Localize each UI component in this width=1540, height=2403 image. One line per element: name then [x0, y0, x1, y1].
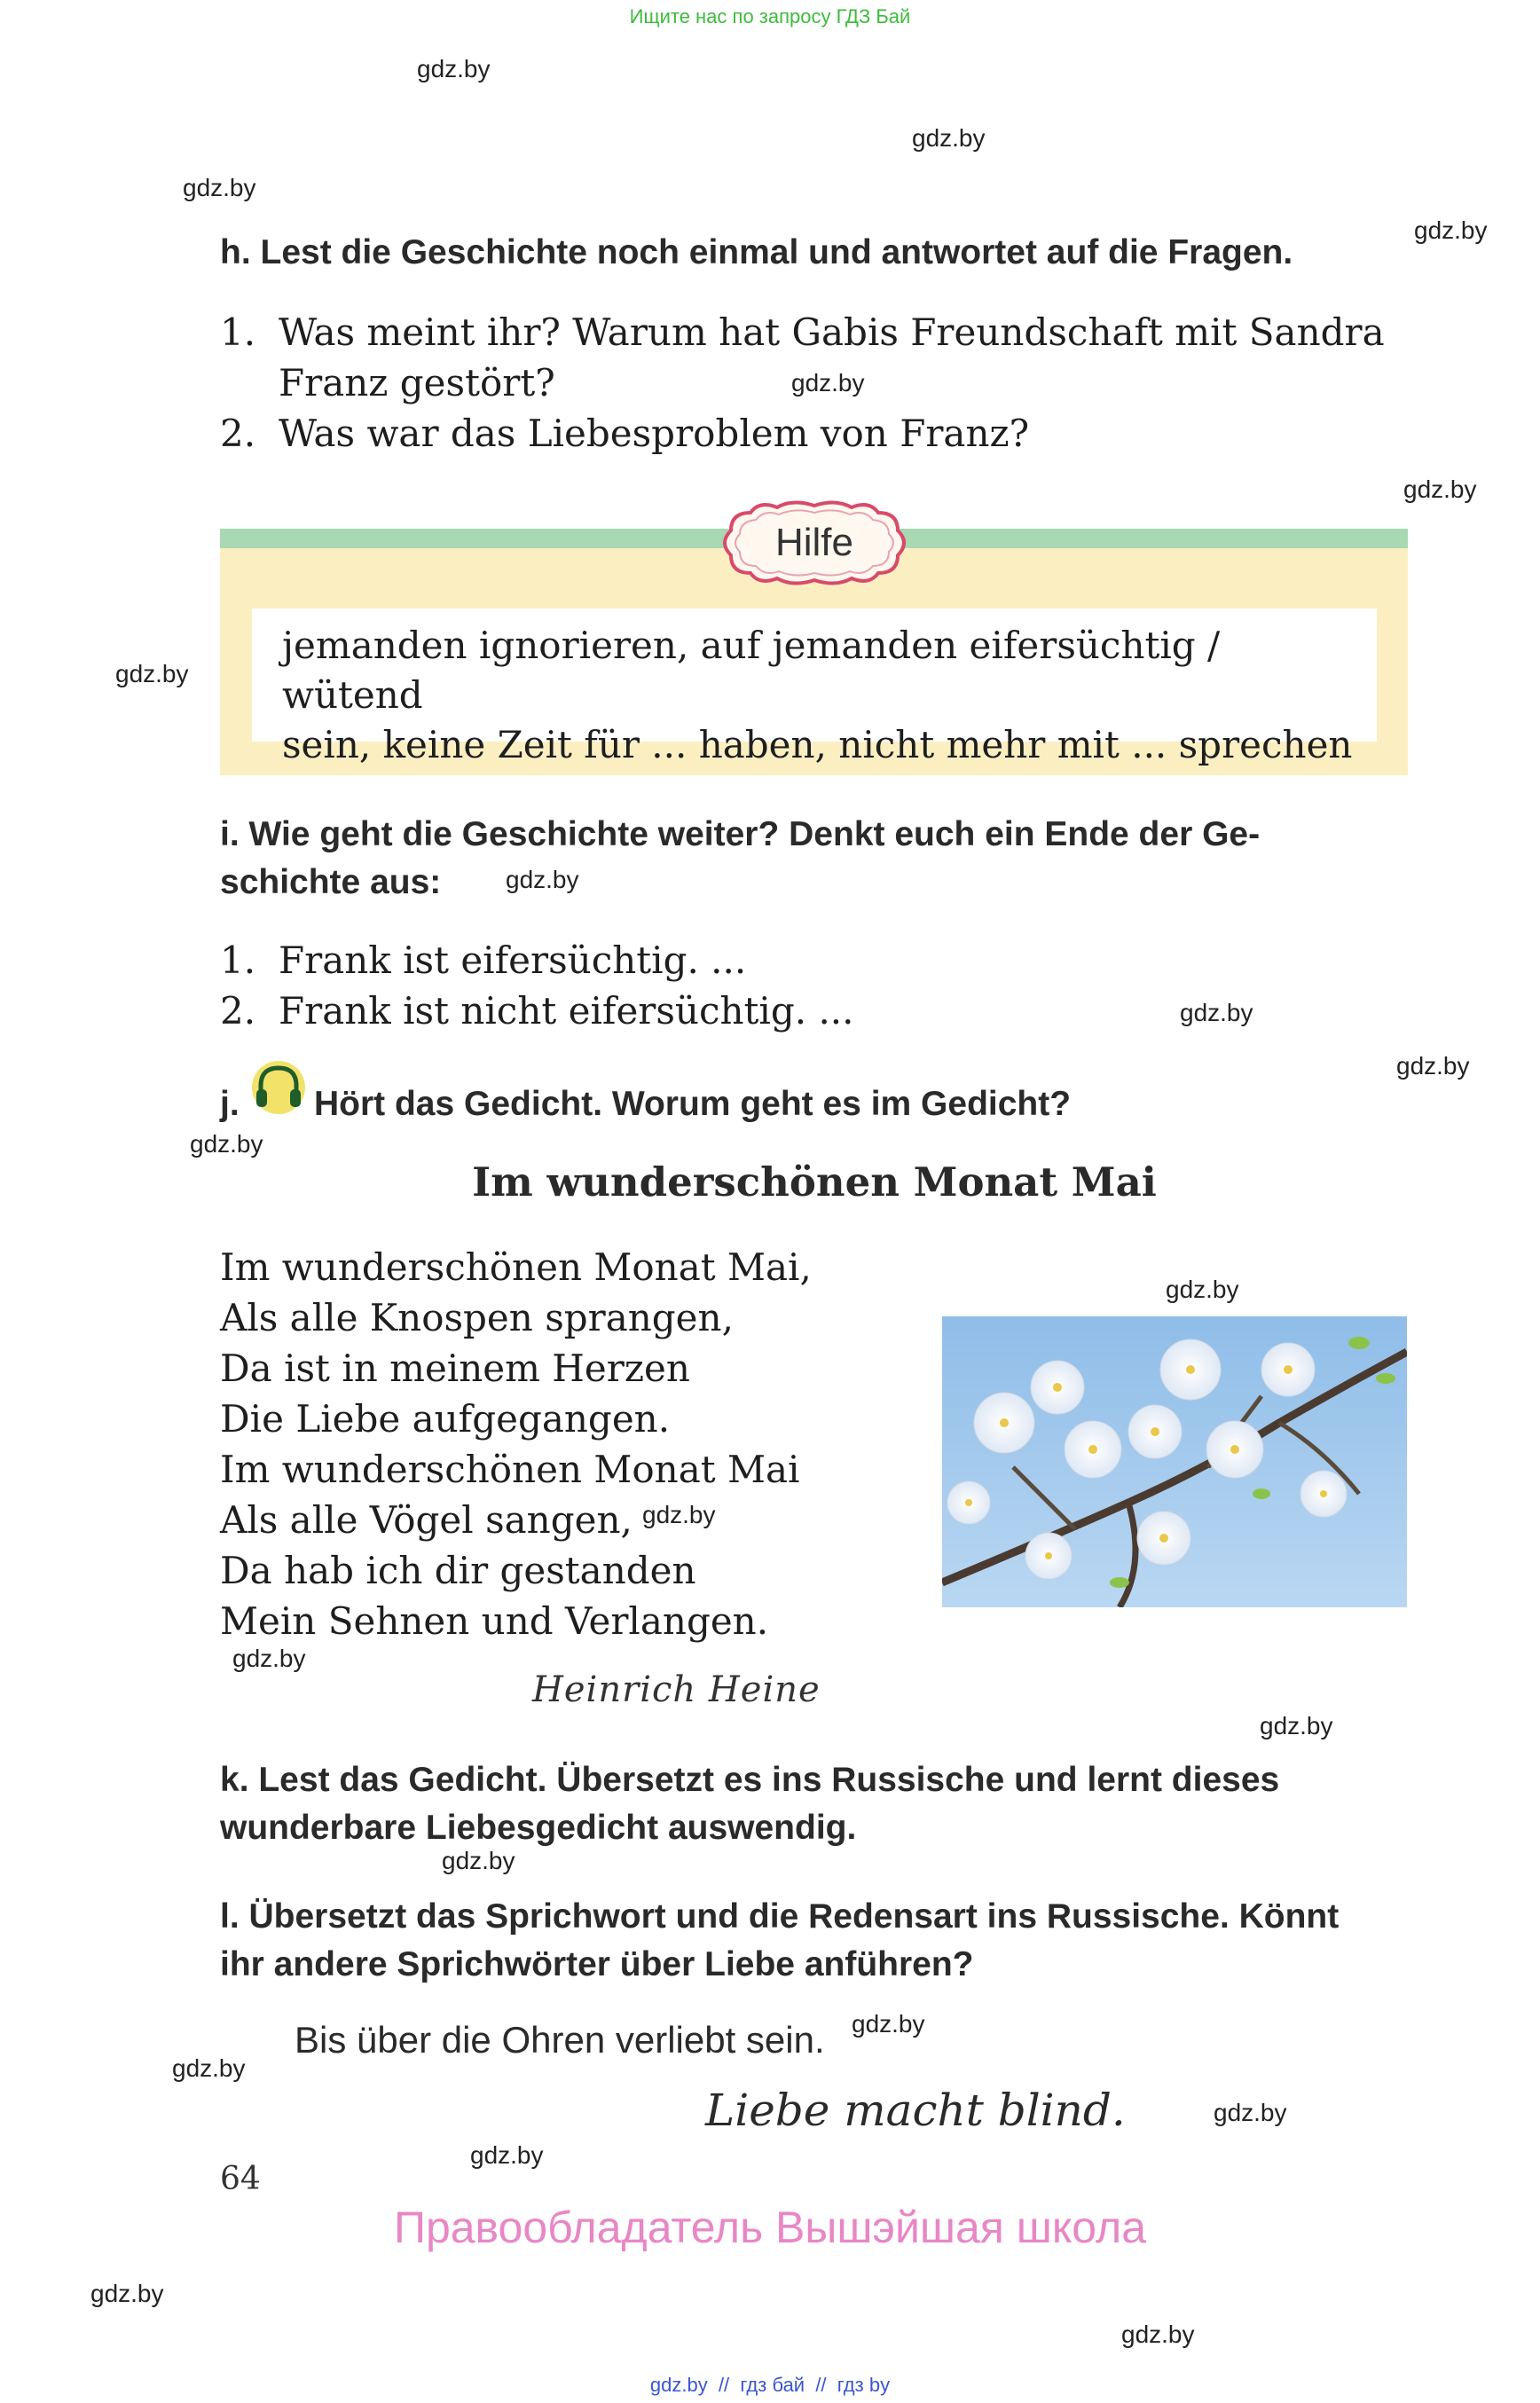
watermark: gdz.by: [172, 2054, 246, 2082]
poem-line: Die Liebe aufgegangen.: [220, 1397, 671, 1441]
watermark: gdz.by: [1166, 1276, 1239, 1303]
task-l-line: ihr andere Sprichwörter über Liebe anführen?: [220, 1945, 974, 1983]
task-k-line: wunderbare Liebesgedicht auswendig.: [220, 1809, 857, 1847]
copyright-owner: Правообладатель Вышэйшая школа: [394, 2203, 1146, 2252]
watermark: gdz.by: [791, 369, 865, 397]
list-item: [220, 935, 1418, 986]
watermark: gdz.by: [115, 660, 189, 687]
task-l-line: l. Übersetzt das Sprichwort und die Redensart ins Russische. Könnt: [220, 1897, 1340, 1936]
task-i-line: schichte aus:: [220, 863, 442, 901]
task-k-line: k. Lest das Gedicht. Übersetzt es ins Russische und lernt dieses: [220, 1761, 1280, 1799]
poem-line: Da hab ich dir gestanden: [220, 1549, 696, 1592]
proverb-2: Liebe macht blind.: [705, 2085, 1126, 2136]
watermark: gdz.by: [90, 2280, 164, 2307]
proverb-1: Bis über die Ohren verliebt sein.: [295, 2019, 825, 2061]
watermark: gdz.by: [417, 55, 491, 82]
hilfe-line: sein, keine Zeit für ... haben, nicht mehr mit ... sprechen: [282, 723, 1353, 766]
watermark: gdz.by: [912, 124, 986, 152]
poem-line: Mein Sehnen und Verlangen.: [220, 1599, 769, 1643]
list-number: 1.: [220, 310, 256, 354]
watermark: gdz.by: [183, 174, 256, 201]
watermark: gdz.by: [1121, 2321, 1195, 2348]
page-number: 64: [220, 2161, 261, 2197]
watermark: gdz.by: [852, 2010, 925, 2038]
task-k-title: [220, 1756, 1409, 1852]
question-text: [279, 307, 1385, 408]
watermark: gdz.by: [1403, 475, 1477, 503]
list-item: [220, 986, 1418, 1036]
top-banner: Ищите нас по запросу ГДЗ Бай: [629, 5, 911, 27]
poem-line: Als alle Vögel sangen,: [220, 1498, 632, 1542]
question-line: Franz gestört?: [279, 361, 555, 404]
poem-text: [220, 1242, 812, 1646]
question-line: Was meint ihr? Warum hat Gabis Freundschaft mit Sandra: [279, 310, 1385, 354]
poem-title: Im wunderschönen Monat Mai: [472, 1158, 1157, 1205]
poem-line: Da ist in meinem Herzen: [220, 1347, 690, 1390]
list-item: [220, 307, 1418, 408]
poem-line: Im wunderschönen Monat Mai,: [220, 1245, 812, 1289]
question-text: Was war das Liebesproblem von Franz?: [279, 412, 1030, 455]
poem-author: Heinrich Heine: [532, 1669, 821, 1710]
watermark: gdz.by: [1414, 216, 1488, 244]
watermark: gdz.by: [1260, 1712, 1333, 1739]
hilfe-label: Hilfe: [774, 521, 854, 564]
answer-text: Frank ist eifersüchtig. ...: [279, 938, 747, 982]
task-h-title: h. Lest die Geschichte noch einmal und antwortet auf die Fragen.: [220, 233, 1293, 271]
answer-text: Frank ist nicht eifersüchtig. ...: [279, 989, 854, 1033]
list-number: 1.: [220, 938, 256, 982]
task-j-title: Hört das Gedicht. Worum geht es im Gedicht?: [314, 1085, 1072, 1123]
watermark: gdz.by: [470, 2141, 544, 2169]
watermark: gdz.by: [1214, 2099, 1287, 2126]
list-number: 2.: [220, 412, 256, 455]
list-number: 2.: [220, 989, 256, 1033]
task-i-title: [220, 811, 1409, 907]
watermark: gdz.by: [642, 1501, 716, 1528]
task-l-title: [220, 1893, 1409, 1989]
hilfe-text: [282, 621, 1364, 770]
task-j-letter: j.: [220, 1085, 240, 1123]
footer-links[interactable]: gdz.by // гдз бай // гдз by: [649, 2374, 891, 2396]
list-item: [220, 408, 1418, 459]
watermark: gdz.by: [1396, 1052, 1470, 1080]
watermark: gdz.by: [1180, 999, 1253, 1026]
watermark: gdz.by: [232, 1645, 306, 1672]
task-i-line: i. Wie geht die Geschichte weiter? Denkt euch ein Ende der Ge-: [220, 815, 1261, 853]
poem-line: Im wunderschönen Monat Mai: [220, 1448, 800, 1491]
hilfe-line: jemanden ignorieren, auf jemanden eifersüchtig / wütend: [282, 624, 1221, 717]
poem-line: Als alle Knospen sprangen,: [220, 1296, 734, 1339]
watermark: gdz.by: [506, 866, 579, 893]
watermark: gdz.by: [190, 1130, 263, 1158]
headphones-icon: [250, 1061, 307, 1116]
watermark: gdz.by: [442, 1847, 515, 1874]
task-h-questions: [220, 307, 1418, 459]
task-i-answers: [220, 935, 1418, 1036]
cherry-blossom-image: [942, 1316, 1407, 1607]
